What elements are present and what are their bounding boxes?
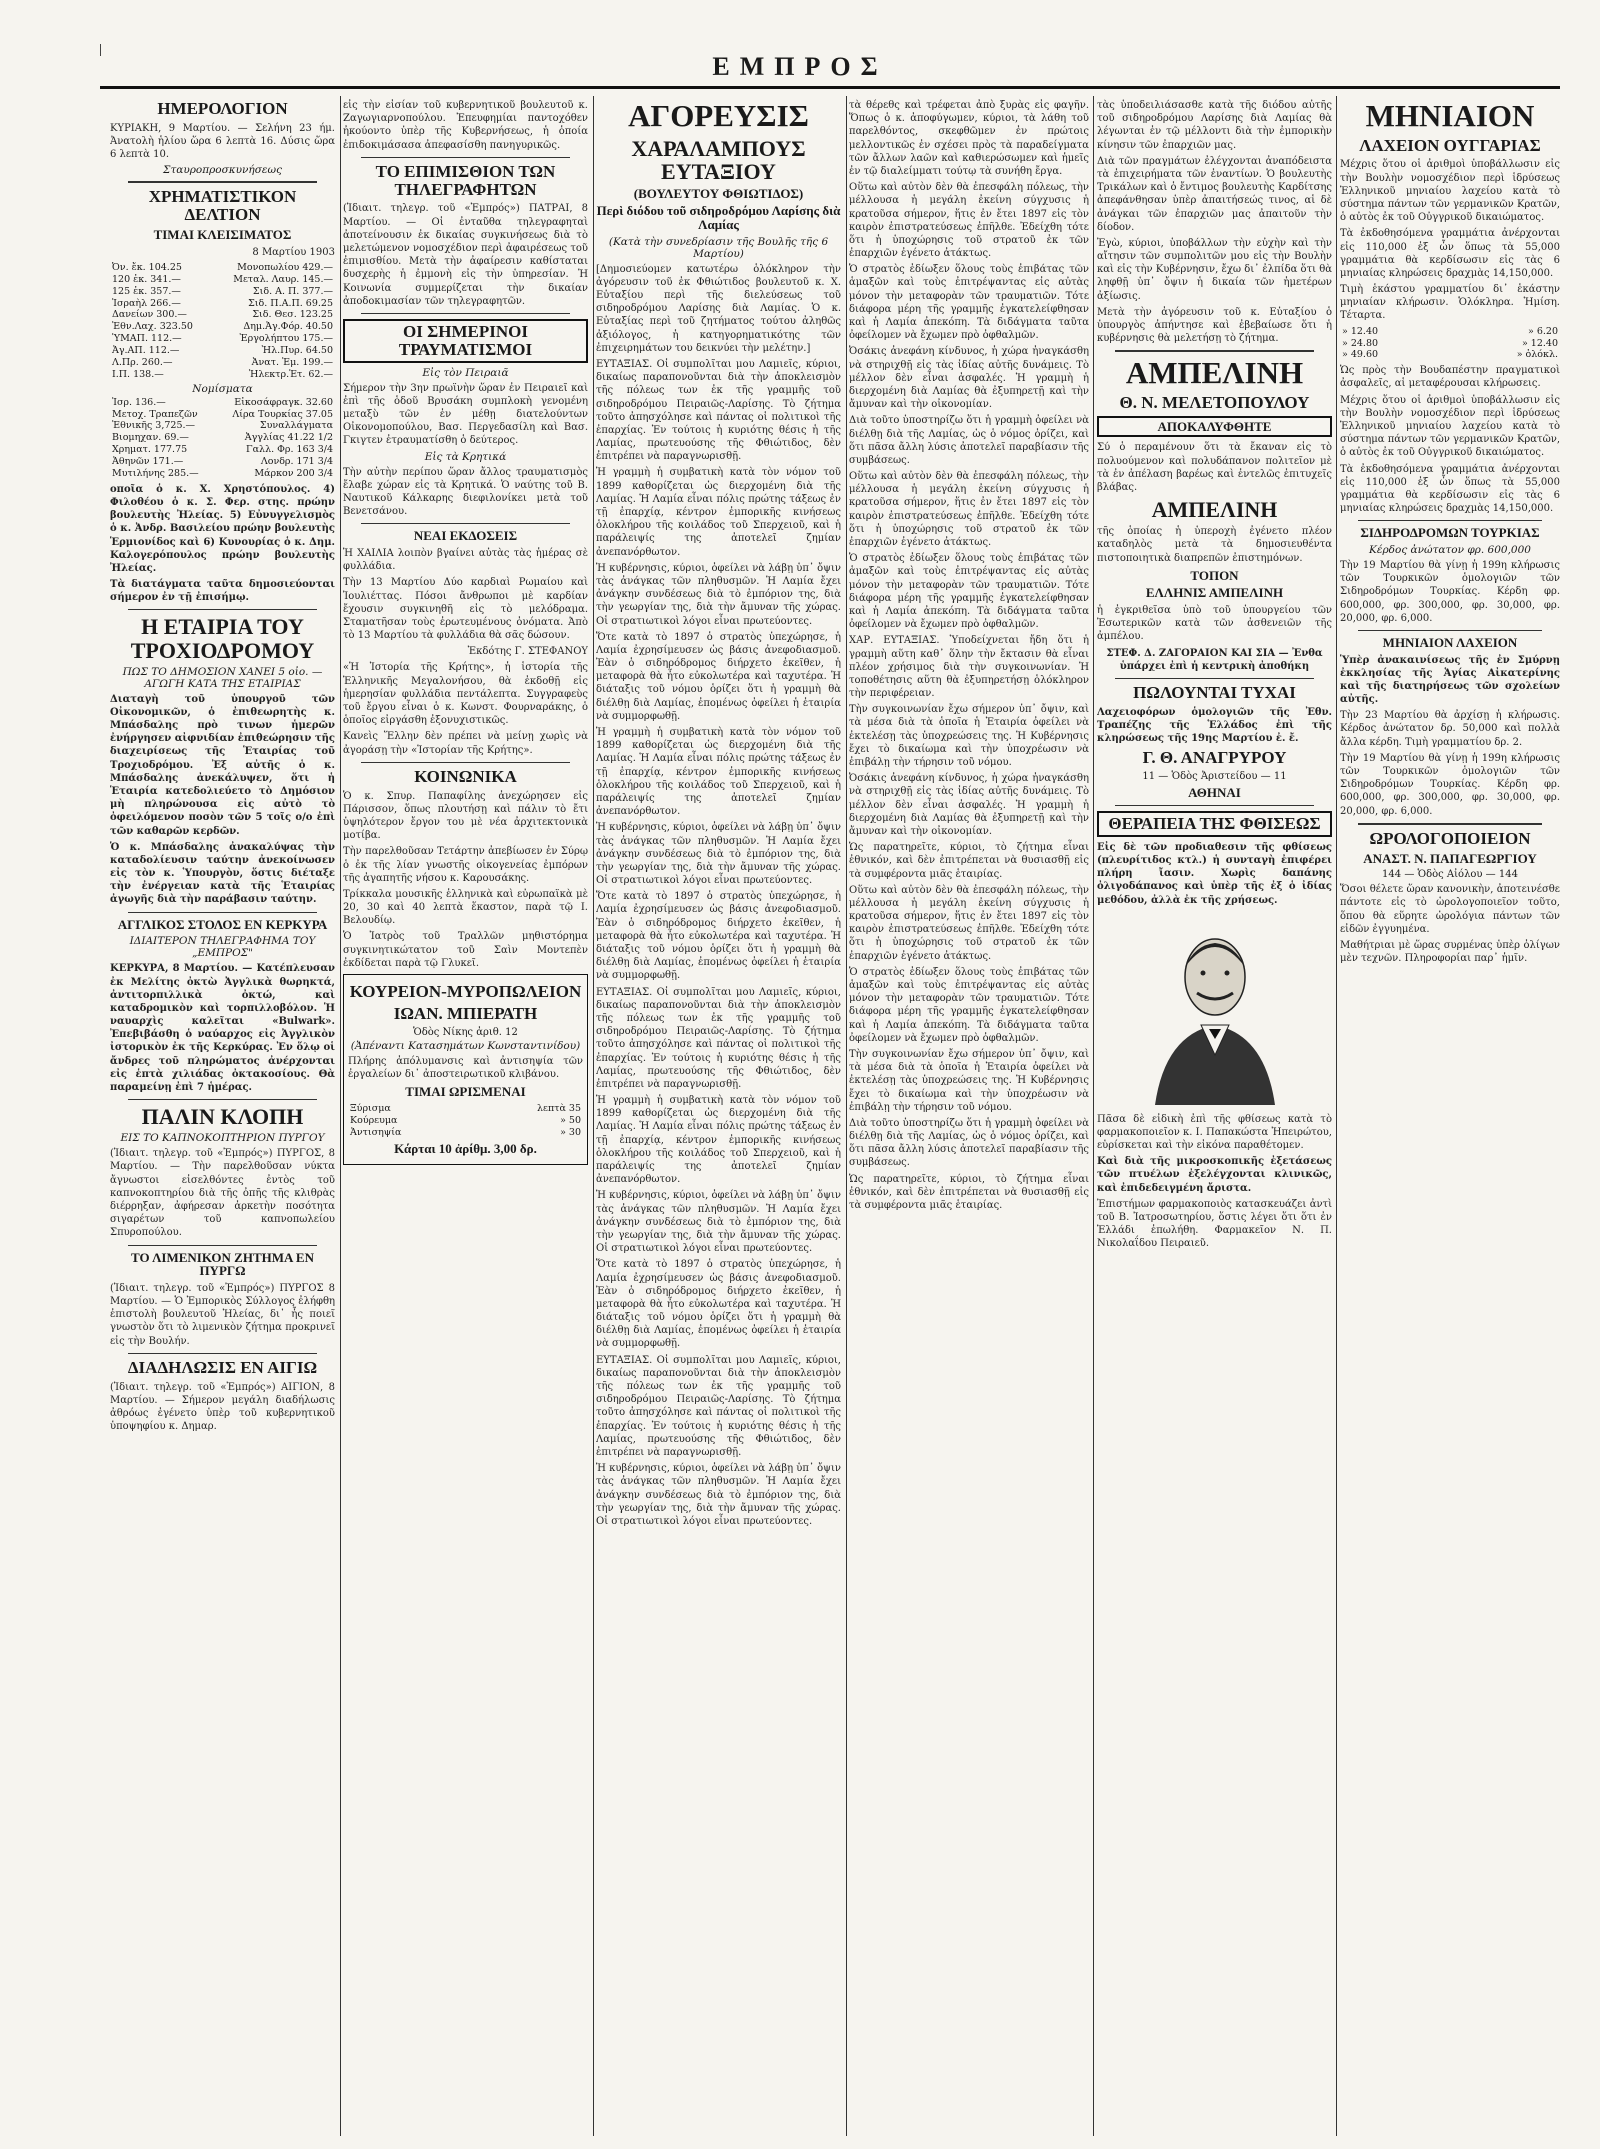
stock-bulletin-heading: ΧΡΗΜΑΤΙΣΤΙΚΟΝ ΔΕΛΤΙΟΝ [148, 187, 297, 225]
injuries-sub-piraeus: Εἰς τὸν Πειραιᾶ [422, 366, 509, 379]
barbershop-prices-heading: ΤΙΜΑΙ ΩΡΙΣΜΕΝΑΙ [405, 1084, 526, 1100]
new-editions-heading: ΝΕΑΙ ΕΚΔΟΣΕΙΣ [413, 528, 518, 544]
table-cell: Ἐργολήπτου 175.— [239, 333, 333, 345]
table-cell: Ἐθνικῆς 3,725.— [112, 420, 196, 432]
table-cell: » 6.20 [1528, 325, 1558, 337]
table-cell: Δημ.Ἀγ.Φόρ. 40.50 [243, 321, 333, 333]
table-cell: Σιδ. Α. Π. 377.— [252, 285, 333, 297]
table-row [110, 321, 335, 333]
speech-text: Ὅτε κατὰ τὸ 1897 ὁ στρατὸς ὑπεχώρησε, ἡ Λαμία ἐχρησίμευσεν ὡς βάσις ἀνεφοδιασμοῦ. Ἐὰν ὁ σιδηρόδρομος διήρχετο ἐκεῖθεν, ἡ μεταφορὰ θὰ ἦτο εὐκολωτέρα καὶ ταχυτέρα. Ἡ διάταξις τοῦ νόμου ὁρίζει ὅτι ἡ γραμμὴ θὰ διέλθῃ διὰ Λαμίας, ἐπομένως ὀφείλει ἡ ἑταιρία νὰ συμμορφωθῇ. [596, 1259, 841, 1350]
table-cell: » ὁλόκλ. [1516, 349, 1558, 361]
speech-text: [Δημοσιεύομεν κατωτέρω ὁλόκληρον τὴν ἀγόρευσιν τοῦ ἐκ Φθιώτιδος βουλευτοῦ κ. Χ. Εὐταξίου περὶ τῆς διελεύσεως τοῦ σιδηροδρόμου Λαρίσης διὰ Λαμίας. Ὁ κ. Εὐταξίας περὶ τοῦ ζητήματος τούτου ἀληθῶς ἀξιόλογος, ἡ κατηγορηματικότης τῶν ἐπιχειρημάτων του δεικνύει τὴν μελέτην.] [596, 263, 841, 354]
table-cell: » 12.40 [1521, 337, 1558, 349]
lottery-shop-address: 11 — Ὁδὸς Ἀριστείδου — 11 [1142, 771, 1287, 783]
speech-text: Ἡ κυβέρνησις, κύριοι, ὀφείλει νὰ λάβῃ ὑπ᾽ ὄψιν τὰς ἀνάγκας τῶν πληθυσμῶν. Ἡ Λαμία ἔχει ἀνάγκην συνδέσεως διὰ τὸ ἐμπόριον της, διὰ τὴν γεωργίαν της, διὰ τὴν ἄμυναν τῆς χώρας. Οἱ στρατιωτικοὶ λόγοι εἶναι πρωτεύοντες. [596, 562, 841, 627]
columns [110, 96, 1560, 2136]
article-text: οποῖα ὁ κ. Χ. Χρηστόπουλος. 4) Φιλοθέου ὁ κ. Σ. Φερ. στης. πρώην βουλευτὴς Ἠλείας. 5) Εὐνυγγελισμὸς ὁ κ. Ἀνδρ. Βασιλείου πρώην βουλευτὴς Ἑρμιονίδος καὶ 6) Κυνουρίας ὁ κ. Δημ. Καλογερόπουλος πρώην βουλευτὴς Ἠλείας. [110, 483, 335, 574]
speech-session: (Κατὰ τὴν συνεδρίασιν τῆς Βουλῆς τῆς 6 Μαρτίου) [608, 235, 829, 260]
corfu-subheading: ΙΔΙΑΙΤΕΡΟΝ ΤΗΛΕΓΡΑΦΗΜΑ ΤΟΥ „ΕΜΠΡΟΣ" [129, 935, 316, 960]
table-cell: ὙΜΑΠ. 112.— [112, 333, 182, 345]
speech-text: Ἡ κυβέρνησις, κύριοι, ὀφείλει νὰ λάβῃ ὑπ᾽ ὄψιν τὰς ἀνάγκας τῶν πληθυσμῶν. Ἡ Λαμία ἔχει ἀνάγκην συνδέσεως διὰ τὸ ἐμπόριον της, διὰ τὴν γεωργίαν της, διὰ τὴν ἄμυναν τῆς χώρας. Οἱ στρατιωτικοὶ λόγοι εἶναι πρωτεύοντες. [596, 1463, 841, 1527]
lottery-prices [1340, 326, 1560, 362]
ampeline-tagline: ΑΠΟΚΑΛΥΦΘΗΤΕ [1097, 416, 1332, 438]
table-row [110, 309, 335, 321]
table-row [110, 286, 335, 298]
barbershop-text: Πλήρης ἀπόλυμανσις καὶ ἀντισηψία τῶν ἐργαλείων δι᾽ ἀποστειρωτικοῦ κλιβάνου. [348, 1055, 583, 1080]
telegraphers-heading: ΤΟ ΕΠΙΜΙΣΘΙΟΝ ΤΩΝ ΤΗΛΕΓΡΑΦΗΤΩΝ [375, 161, 556, 199]
divider [128, 912, 317, 913]
column-1 [110, 96, 335, 2136]
speech-continued: Ὁ στρατὸς ἐδίωξεν ὅλους τοὺς ἐπιβάτας τῶν ἁμαξῶν καὶ τοὺς ἐπιτρέψαντας εἰς αὐτὰς μόνον τὴν μεταφορὰν τῶν τραυματιῶν. Τότε διάφορα μέρη τῆς γραμμῆς ἐγκατελείφθησαν καὶ ἡ Λαμία ἀπεκόπη. Τὰ διδάγματα ταῦτα ὀφείλομεν νὰ ἔχωμεν πρὸ ὀφθαλμῶν. [849, 966, 1089, 1044]
table-cell: Σιδ. Θεσ. 123.25 [252, 309, 333, 321]
currency-table [110, 397, 335, 480]
social-text: Τρίκκαλα μουσικῆς ἑλληνικὰ καὶ εὐρωπαϊκὰ μὲ 20, 30 καὶ 40 λεπτὰ ἕκαστον, παρὰ τῷ Ι. Βελουδίῳ. [343, 888, 588, 927]
speech-continued: Ἐγὼ, κύριοι, ὑποβάλλων τὴν εὐχὴν καὶ τὴν αἴτησιν τῶν συμπολιτῶν μου εἰς τὴν Βουλὴν καὶ εἰς τὴν Κυβέρνησιν, ἔχω δι᾽ ἐλπίδα ὅτι θὰ ληφθῇ ὑπ᾽ ὄψιν ἡ δικαία τῶν ἡμετέρων ἀξίωσις. [1097, 237, 1332, 302]
table-cell: Ξύρισμα [350, 1102, 391, 1114]
phthisis-text: Πᾶσα δὲ εἰδικὴ ἐπὶ τῆς φθίσεως κατὰ τὸ φαρμακοποιεῖον κ. Ι. Παπακώστα Ἠπειρώτου, εὑρίσκεται καὶ τὴν εἰκόνα παραθέτομεν. [1097, 1113, 1332, 1152]
injuries-heading: ΟΙ ΣΗΜΕΡΙΝΟΙ ΤΡΑΥΜΑΤΙΣΜΟΙ [343, 319, 588, 363]
harbor-text: (Ἰδιαιτ. τηλεγρ. τοῦ «Ἐμπρός») ΠΥΡΓΟΣ 8 Μαρτίου. — Ὁ Ἐμπορικὸς Σύλλογος ἐλήφθη ἐπιστολὴ βουλευτοῦ Ἠλείας, δι᾽ ἧς ποιεῖ γνωστὸν ὅτι τὸ λιμενικὸν ζήτημα προκρινεῖ εἰς τὴν Βουλήν. [110, 1282, 335, 1347]
divider [128, 609, 317, 610]
closing-prices-heading: ΤΙΜΑΙ ΚΛΕΙΣΙΜΑΤΟΣ [153, 227, 292, 243]
table-cell: Ἠλ.Πυρ. 64.50 [261, 345, 333, 357]
speech-continued: Ὀσάκις ἀνεφάνη κίνδυνος, ἡ χώρα ἠναγκάσθη νὰ στηριχθῇ εἰς τὰς ἰδίας αὐτῆς δυνάμεις. Τὸ μέλλον δὲν εἶναι ἀσφαλές. Ἡ γραμμὴ ἡ διερχομένη διὰ Λαμίας θὰ ἐξυπηρετῇ καὶ τὴν ἄμυναν καὶ τὴν οἰκονομίαν. [849, 346, 1089, 411]
phthisis-heading: ΘΕΡΑΠΕΙΑ ΤΗΣ ΦΘΙΣΕΩΣ [1097, 811, 1332, 837]
lottery-shop-owner: Γ. Θ. ΑΝΑΓΡΥΡΟΥ [1142, 748, 1287, 768]
speech-continued: Τὴν συγκοινωνίαν ἔχω σήμερον ὑπ᾽ ὄψιν, καὶ τὰ μέσα διὰ τὰ ὁποῖα ἡ Ἑταιρία ὀφείλει νὰ ἐκτελέσῃ τὰς ὑποχρεώσεις της. Ἡ Κυβέρνησις ἔχει τὸ δικαίωμα καὶ τὴν ὑποχρέωσιν νὰ ἐπιβάλῃ τὴν τήρησιν τοῦ νόμου. [849, 704, 1089, 768]
corfu-heading: ΑΓΓΛΙΚΟΣ ΣΤΟΛΟΣ ΕΝ ΚΕΡΚΥΡΑ [117, 916, 328, 932]
masthead-rule [100, 86, 1560, 89]
table-cell: » 50 [560, 1114, 581, 1126]
speech-continued: Μετὰ τὴν ἀγόρευσιν τοῦ κ. Εὐταξίου ὁ ὑπουργὸς ἀπήντησε καὶ ἐβεβαίωσε ὅτι ἡ κυβέρνησις θὰ μελετήσῃ τὸ ζήτημα. [1097, 306, 1332, 345]
table-row [110, 397, 335, 409]
theft-heading: ΠΑΛΙΝ ΚΛΟΠΗ [141, 1104, 304, 1130]
telegraphers-text: (Ἰδιαιτ. τηλεγρ. τοῦ «Ἐμπρός») ΠΑΤΡΑΙ, 8 Μαρτίου. — Οἱ ἐνταῦθα τηλεγραφηταὶ ἀποτείνουσιν ἐκ δικαίας συγκινήσεως διὰ τὸ μελετώμενον νομοσχέδιον περὶ ἀφαιρέσεως τοῦ ἐπιμισθίου. Μετὰ τὴν ἀφαίρεσιν καθίσταται δυσχερὴς ἡ ἐμμονὴ εἰς τὴν ὑπηρεσίαν. Ἡ Κοινωνία συμμερίζεται τὴν δικαίαν ἀποδοκιμασίαν τῶν τηλεγραφητῶν. [343, 203, 588, 307]
ampeline-heading-2: ΑΜΠΕΛΙΝΗ [1151, 497, 1278, 523]
table-cell: Ἐθν.Λαχ. 323.50 [112, 321, 193, 333]
divider [128, 181, 317, 183]
barbershop-title: ΚΟΥΡΕΙΟΝ-ΜΥΡΟΠΩΛΕΙΟΝ [349, 982, 582, 1002]
table-cell: Ι.Π. 138.— [112, 368, 164, 380]
lottery-shop-text: Λαχειοφόρων ὁμολογιῶν τῆς Ἐθν. Τραπέζης τῆς Ἑλλάδος ἐπὶ τῆς κληρώσεως τῆς 19ης Μαρτίου ἐ. ἔ. [1097, 706, 1332, 745]
injuries-sub-crete: Εἰς τὰ Κρητικά [424, 450, 507, 463]
divider [1115, 805, 1314, 806]
table-row [348, 1103, 583, 1115]
table-cell: λεπτὰ 35 [537, 1102, 581, 1114]
social-heading: ΚΟΙΝΩΝΙΚΑ [414, 766, 517, 786]
injuries-text: Τὴν αὐτὴν περίπου ὥραν ἄλλος τραυματισμὸς ἔλαβε χώραν εἰς τὰ Κρητικά. Ὁ ναύτης τοῦ Β. Ναυτικοῦ Κάλκαρης διεφιλονίκει μετὰ τοῦ Βενετσάνου. [343, 466, 588, 518]
harbor-heading: ΤΟ ΛΙΜΕΝΙΚΟΝ ΖΗΤΗΜΑ ΕΝ ΠΥΡΓΩ [131, 1249, 314, 1279]
social-text: Ὁ Ἰατρὸς τοῦ Τραλλῶν μηθιστόρημα συγκινητικώτατον τοῦ Σαὶν Μοντεπὲν ἐκδίδεται παρὰ τῷ Γλυκεῖ. [343, 931, 588, 969]
table-row [110, 333, 335, 345]
table-cell: 125 ἐκ. 357.— [112, 285, 181, 297]
watchmaker-name: ΑΝΑΣΤ. Ν. ΠΑΠΑΓΕΩΡΓΙΟΥ [1363, 850, 1537, 866]
monthly-lottery-heading: ΜΗΝΙΑΙΟΝ [1365, 98, 1535, 133]
speech-text: ΕΥΤΑΞΙΑΣ. Οἱ συμπολῖται μου Λαμιεῖς, κύριοι, δικαίως παραπονοῦνται διὰ τὴν ἀποκλεισμὸν τῆς πόλεως των ἐκ τῆς γραμμῆς τοῦ σιδηροδρόμου Πειραιῶς-Λαρίσης. Τὸ ζήτημα τοῦτο ἀπησχόλησε καὶ πάντας οἱ πολιτικοὶ τῆς ἐπαρχίας. Ἐν τούτοις ἡ κυριότης θέσις ἡ τῆς Λαμίας, πρωτευούσης τῆς Φθιώτιδος, δὲν ἐπιτρέπει νὰ παραγνωρισθῇ. [596, 358, 841, 463]
barbershop-cards: Κάρται 10 ἀρίθμ. 3,00 δρ. [394, 1141, 537, 1157]
ampeline-text: τῆς ὁποίας ἡ ὑπεροχὴ ἐγένετο πλέον καταδηλὸς μετὰ τὰ δημοσιευθέντα πιστοποιητικὰ διαπρεπῶν ἐπιστημόνων. [1097, 526, 1332, 564]
table-cell: Μάρκον 200 3/4 [254, 467, 333, 479]
table-cell: Ἰσραὴλ 266.— [112, 297, 181, 309]
ampeline-text: ἡ ἐγκριθεῖσα ὑπὸ τοῦ ὑπουργείου τῶν Ἐσωτερικῶν κατὰ τῶν ἀσθενειῶν τῆς ἀμπέλου. [1097, 605, 1332, 643]
lottery-text: Τὰ ἐκδοθησόμενα γραμμάτια ἀνέρχονται εἰς 110,000 ἐξ ὧν ὅπως τὰ 55,000 γραμμάτια θὰ κερδίσωσιν εἰς τὰς 6 μηνιαίας κληρώσεις δραχμὰς 14,150,000. [1340, 463, 1560, 515]
table-row [110, 456, 335, 468]
lottery-text: Μέχρις ὅτου οἱ ἀριθμοὶ ὑποβάλλωσιν εἰς τὴν Βουλὴν νομοσχέδιον περὶ ἱδρύσεως Ἑλληνικοῦ μηνιαίου λαχείου κατὰ τὸ σύστημα πάντων τῶν γερμανικῶν Κρατῶν, ὁ αὐτὸς ἐκ τοῦ Οὐγγρικοῦ δικαιώματος. [1340, 394, 1560, 459]
divider [1358, 630, 1542, 631]
phthisis-text: Ἐπιστήμων φαρμακοποιὸς κατασκευάζει ἀντὶ τοῦ Β. Ἰατροσωτηρίου, ὅστις λέγει ὅτι ὅτι ἐν Ἑλλάδι ἐπωλήθη. Φαρμακεῖον Ν. Π. Νικολαΐδου Πειραιεῦ. [1097, 1198, 1332, 1250]
aigio-heading: ΔΙΑΔΗΛΩΣΙΣ ΕΝ ΑΙΓΙΩ [127, 1357, 318, 1377]
column-5 [1097, 96, 1332, 2136]
table-cell: Συναλλάγματα [259, 420, 333, 432]
masthead [0, 52, 1600, 82]
table-cell: » 24.80 [1342, 337, 1379, 349]
calendar-heading: ΗΜΕΡΟΛΟΓΙΟΝ [157, 99, 288, 118]
speech-continued: Διὰ τοῦτο ὑποστηρίζω ὅτι ἡ γραμμὴ ὀφείλει νὰ διέλθῃ διὰ τῆς Λαμίας, ὡς ὁ νόμος ὁρίζει, καὶ ὅτι πᾶσα ἄλλη λύσις ἀποτελεῖ παραβίασιν τῆς συμβάσεως. [849, 1117, 1089, 1169]
table-row [1340, 349, 1560, 361]
divider [128, 1099, 317, 1100]
calendar-text: ΚΥΡΙΑΚΗ, 9 Μαρτίου. — Σελήνη 23 ήμ. Ἀνατολὴ ἡλίου ὥρα 6 λεπτὰ 16. Δύσις ὥρα 6 λεπτὰ 10. [110, 122, 335, 161]
portrait-illustration [1135, 915, 1295, 1105]
theft-text: (Ἰδιαιτ. τηλεγρ. τοῦ «Ἐμπρός») ΠΥΡΓΟΣ, 8 Μαρτίου. — Τὴν παρελθοῦσαν νύκτα ἄγνωστοι εἰσελθόντες ἐντὸς τοῦ καπνοκοπτηρίου διὰ τῆς ὀπῆς τῆς κλιθρὰς διέρρηξαν, ἀφήρεσαν ἀρκετὴν ποσότητα σιγαρέτων τοῦ καπνοπωλείου Σπυροπούλου. [110, 1148, 335, 1239]
table-cell: Βιομηχαν. 69.— [112, 432, 189, 444]
table-row [110, 357, 335, 369]
editions-text: «Ἡ Ἱστορία τῆς Κρήτης», ἡ ἱστορία τῆς Ἑλληνικῆς Μεγαλονήσου, θὰ ἐκδοθῇ εἰς ἡμερησίαν φυλλάδια πεντάλεπτα. Συγγραφεὺς τοῦ ἔργου εἶναι ὁ κ. Κωνστ. Φουρναράκης, ὁ ὁποῖος εἰργάσθη ἐξονυχιστικῶς. [343, 662, 588, 727]
barbershop-address: Ὁδὸς Νίκης ἀριθ. 12 [413, 1026, 518, 1038]
speech-text: Ὅτε κατὰ τὸ 1897 ὁ στρατὸς ὑπεχώρησε, ἡ Λαμία ἐχρησίμευσεν ὡς βάσις ἀνεφοδιασμοῦ. Ἐὰν ὁ σιδηρόδρομος διήρχετο ἐκεῖθεν, ἡ μεταφορὰ θὰ ἦτο εὐκολωτέρα καὶ ταχυτέρα. Ἡ διάταξις τοῦ νόμου ὁρίζει ὅτι ἡ γραμμὴ θὰ διέλθῃ διὰ Λαμίας, ἐπομένως ὀφείλει ἡ ἑταιρία νὰ συμμορφωθῇ. [596, 891, 841, 982]
table-cell: Ἰσρ. 136.— [112, 396, 166, 408]
table-cell: Κούρευμα [350, 1114, 398, 1126]
table-cell: Μονοπωλίου 429.— [237, 261, 333, 273]
table-row [110, 298, 335, 310]
zagoraion-ad: ΣΤΕΦ. Δ. ΖΑΓΟΡΑΙΟΝ ΚΑΙ ΣΙΑ — Ἐνθα ὑπάρχει ἐπὶ ἡ κεντρικὴ ἀποθήκη [1106, 647, 1323, 672]
divider [1358, 520, 1542, 521]
table-cell: Ἀθηνῶν 171.— [112, 456, 184, 468]
monthly-lottery-heading-2: ΜΗΝΙΑΙΟΝ ΛΑΧΕΙΟΝ [1382, 634, 1518, 650]
speech-text: Ἡ κυβέρνησις, κύριοι, ὀφείλει νὰ λάβῃ ὑπ᾽ ὄψιν τὰς ἀνάγκας τῶν πληθυσμῶν. Ἡ Λαμία ἔχει ἀνάγκην συνδέσεως διὰ τὸ ἐμπόριον της, διὰ τὴν γεωργίαν της, διὰ τὴν ἄμυναν τῆς χώρας. Οἱ στρατιωτικοὶ λόγοι εἶναι πρωτεύοντες. [596, 822, 841, 887]
speech-continued: Τὴν συγκοινωνίαν ἔχω σήμερον ὑπ᾽ ὄψιν, καὶ τὰ μέσα διὰ τὰ ὁποῖα ἡ Ἑταιρία ὀφείλει νὰ ἐκτελέσῃ τὰς ὑποχρεώσεις της. Ἡ Κυβέρνησις ἔχει τὸ δικαίωμα καὶ τὴν ὑποχρέωσιν νὰ ἐπιβάλῃ τὴν τήρησιν τοῦ νόμου. [849, 1048, 1089, 1113]
table-cell: Δανείων 300.— [112, 309, 187, 321]
table-row [1340, 338, 1560, 350]
turkish-railways-prize: Κέρδος ἀνώτατον φρ. 600,000 [1369, 543, 1531, 556]
speech-text: Ἡ γραμμὴ ἡ συμβατικὴ κατὰ τὸν νόμον τοῦ 1899 καθορίζεται ὡς διερχομένη διὰ τῆς Λαμίας. Ἡ Λαμία εἶναι πόλις πρώτης τάξεως ἐν τῇ ἐπαρχίᾳ, κέντρον ἐμπορικῆς κινήσεως ὁλοκλήρου τῆς κοιλάδος τοῦ Σπερχειοῦ, καὶ ἡ παράλειψίς της ἀποτελεῖ ζημίαν ἀνεπανόρθωτον. [596, 727, 841, 818]
ampeline-maker: Θ. Ν. ΜΕΛΕΤΟΠΟΥΛΟΥ [1119, 392, 1310, 412]
table-row [110, 444, 335, 456]
lottery-shop-city: ΑΘΗΝΑΙ [1188, 785, 1241, 801]
currency-heading: Νομίσματα [192, 382, 253, 395]
table-cell: Ἀνατ. Ἐμ. 199.— [251, 356, 333, 368]
ampeline-heading: ΑΜΠΕΛΙΝΗ [1125, 355, 1304, 391]
tramway-heading: Η ΕΤΑΙΡΙΑ ΤΟΥ ΤΡΟΧΙΟΔΡΟΜΟΥ [130, 614, 315, 663]
lottery-text: Ὡς πρὸς τὴν Βουδαπέστην πραγματικοὶ ἀσφαλεῖς, αἱ μεταφέρουσαι κλήρωσεις. [1340, 365, 1560, 390]
table-cell: Γαλλ. Φρ. 163 3/4 [246, 444, 333, 456]
speech-text: Ἡ γραμμὴ ἡ συμβατικὴ κατὰ τὸν νόμον τοῦ 1899 καθορίζεται ὡς διερχομένη διὰ τῆς Λαμίας. Ἡ Λαμία εἶναι πόλις πρώτης τάξεως ἐν τῇ ἐπαρχίᾳ, κέντρον ἐμπορικῆς κινήσεως ὁλοκλήρου τῆς κοιλάδος τοῦ Σπερχειοῦ, καὶ ἡ παράλειψίς της ἀποτελεῖ ζημίαν ἀνεπανόρθωτον. [596, 1095, 841, 1186]
table-row [110, 468, 335, 480]
masthead-title: ΕΜΠΡΟΣ [712, 52, 888, 81]
theft-subheading: ΕΙΣ ΤΟ ΚΑΠΝΟΚΟΠΤΗΡΙΟΝ ΠΥΡΓΟΥ [120, 1132, 325, 1145]
divider [361, 313, 570, 314]
table-row [110, 409, 335, 421]
divider [361, 523, 570, 524]
table-row [110, 262, 335, 274]
phthisis-text: Εἰς δὲ τῶν προδιαθεσιν τῆς φθίσεως (πλευρίτιδος κτλ.) ἡ συνταγὴ ἐπιφέρει πλήρη ἴασιν. Χωρὶς δαπάνης ὀλιγοδάπανος καὶ ὑπὲρ τῆς ἐξ ὁ ἰδίας μεθόδου, ἀλλὰ ἐκ τῆς χρήσεως. [1097, 841, 1332, 906]
speech-continued: ΧΑΡ. ΕΥΤΑΞΙΑΣ. Ὑποδείχνεται ἤδη ὅτι ἡ γραμμὴ αὕτη καθ᾽ ὅλην τὴν ἔκτασιν θὰ εἶναι πλέον χρήσιμος διὰ τὴν συγκοινωνίαν. Ἡ τοποθέτησις αὕτη θὰ ἐξυπηρετήσῃ ὁλόκληρον τὴν περιφέρειαν. [849, 635, 1089, 700]
watchmaker-text: Ὅσοι θέλετε ὥραν κανονικὴν, ἀποτεινέσθε πάντοτε εἰς τὸ ὡρολογοποιεῖον τοῦτο, ὅπου θὰ εὕρητε ὡρολόγια πάντων τῶν εἰδῶν ἐγγυημένα. [1340, 884, 1560, 935]
table-row [1340, 326, 1560, 338]
bulletin-date: 8 Μαρτίου 1903 [252, 246, 335, 258]
tramway-subheading: ΠΩΣ ΤΟ ΔΗΜΟΣΙΟΝ ΧΑΝΕΙ 5 οἰο. — ΑΓΩΓΗ ΚΑΤΑ ΤΗΣ ΕΤΑΙΡΙΑΣ [122, 665, 323, 690]
divider [128, 1245, 317, 1246]
barbershop-owner: ΙΩΑΝ. ΜΠΙΕΡΑΤΗ [393, 1003, 538, 1023]
article-text: εἰς τὴν εἰσίαν τοῦ κυβερνητικοῦ βουλευτοῦ κ. Ζαγωγιαρνοπούλου. Ἐπευφημίαι παντοχόθεν ἠκούοντο ὑπὲρ τῆς Κυβερνήσεως, ἡ ὁποία ἐπιδοκιμάσασα ἀπεφασίσθη πανηγυρικῶς. [343, 100, 588, 151]
lottery-shop-heading: ΠΩΛΟΥΝΤΑΙ ΤΥΧΑΙ [1133, 683, 1296, 703]
speech-continued: Διὰ τοῦτο ὑποστηρίζω ὅτι ἡ γραμμὴ ὀφείλει νὰ διέλθῃ διὰ τῆς Λαμίας, ὡς ὁ νόμος ὁρίζει, καὶ ὅτι πᾶσα ἄλλη λύσις ἀποτελεῖ παραβίασιν τῆς συμβάσεως. [849, 415, 1089, 466]
table-row [110, 369, 335, 381]
calendar-feast: Σταυροπροσκυνήσεως [163, 164, 282, 177]
speech-continued: Διὰ τῶν πραγμάτων ἐλέγχονται ἀναπόδειστα τὰ ἐπιχειρήματα τῶν ἐναντίων. Ὁ βουλευτὴς Τρικάλων καὶ ὁ ἔντιμος βουλευτὴς Καρδίτσης ἀπεφάνθησαν ὑπὲρ ἀπαιτήσεώς τινος, αἱ δὲ ἀνάγκαι τῶν ἐπαρχιῶν μας ἀπαιτοῦν τὴν δίοδον. [1097, 155, 1332, 233]
hellenic-ampeline-heading: ΕΛΛΗΝΙΣ ΑΜΠΕΛΙΝΗ [1145, 585, 1284, 601]
speech-continued: Οὕτω καὶ αὐτὸν δὲν θὰ ἐπεσφάλη πόλεως, τὴν μέλλουσα ἡ μεγάλη ἐκείνη σύγχυσις ἡ κρατοῦσα σήμερον, ἥτις ἐν ἔτει 1897 εἰς τὸν καιρὸν ἐπιστρατεύσεως ἐπῆλθε. Ἐδείχθη τότε ὅτι ἡ ὑποχώρησις τοῦ στρατοῦ ἐκ τῶν ἐπαρχιῶν ἐγένετο ἀτάκτως. [849, 182, 1089, 260]
speech-topic: Περὶ διόδου τοῦ σιδηροδρόμου Λαρίσης διὰ Λαμίας [596, 203, 841, 233]
hungarian-lottery-heading: ΛΑΧΕΙΟΝ ΟΥΓΓΑΡΙΑΣ [1359, 135, 1541, 155]
table-cell: » 49.60 [1342, 349, 1379, 361]
barbershop-prices [348, 1103, 583, 1139]
editions-text: Ἡ ΧΑΙΛΙΑ λοιπὸν βγαίνει αὐτὰς τὰς ἡμέρας σὲ φυλλάδια. [343, 547, 588, 573]
social-text: Τὴν παρελθοῦσαν Τετάρτην ἀπεβίωσεν ἐν Σύρῳ ὁ ἐκ τῆς λίαν γνωστῆς οἰκογενείας ἐμπόρων τῆς ἀγαπητῆς νήσου κ. Καρουσάκης. [343, 846, 588, 884]
divider [361, 762, 570, 763]
lottery-text: Τὰ ἐκδοθησόμενα γραμμάτια ἀνέρχονται εἰς 110,000 ἐξ ὧν ὅπως τὰ 55,000 γραμμάτια θὰ κερδίσωσιν εἰς τὰς 6 μηνιαίας κληρώσεις δραχμὰς 14,150,000. [1340, 228, 1560, 279]
table-row [348, 1115, 583, 1127]
table-cell: Λίρα Τουρκίας 37.05 [232, 408, 333, 420]
tramway-text: Διαταγὴ τοῦ ὑπουργοῦ τῶν Οἰκονομικῶν, ὁ ἐπιθεωρητὴς κ. Μπάσδαλης πρὸ τινων ἡμερῶν ἐνήργησεν αἰφνιδίαν ἐπιθεώρησιν τῆς διαχειρίσεως τῆς Ἑταιρίας τοῦ Τροχιοδρόμου. Ἐξ αὐτῆς ὁ κ. Μπάσδαλης ἀνεκάλυψεν, ὅτι ἡ Ἑταιρία κατεδολιεύετο τὸ Δημόσιον μὴ πληρώνουσα εἰς αὐτὸ τὸ ὀφειλόμενον ποσὸν τῶν 5 τοῖς ο/ο ἐπὶ τῶν καθαρῶν κερδῶν. [110, 693, 335, 837]
speaker-title: (ΒΟΥΛΕΥΤΟΥ ΦΘΙΩΤΙΔΟΣ) [633, 185, 804, 201]
table-row [110, 432, 335, 444]
table-cell: Χρηματ. 177.75 [112, 444, 188, 456]
table-cell: » 30 [560, 1126, 581, 1138]
lottery-text: Μέχρις ὅτου οἱ ἀριθμοὶ ὑποβάλλωσιν εἰς τὴν Βουλὴν νομοσχέδιον περὶ ἱδρύσεως Ἑλληνικοῦ μηνιαίου λαχείου κατὰ τὸ σύστημα πάντων τῶν γερμανικῶν Κρατῶν, ὁ αὐτὸς ἐκ τοῦ Οὐγγρικοῦ δικαιώματος. [1340, 159, 1560, 224]
divider [1358, 823, 1542, 825]
speech-continued: Οὕτω καὶ αὐτὸν δὲν θὰ ἐπεσφάλη πόλεως, τὴν μέλλουσα ἡ μεγάλη ἐκείνη σύγχυσις ἡ κρατοῦσα σήμερον, ἥτις ἐν ἔτει 1897 εἰς τὸν καιρὸν ἐπιστρατεύσεως ἐπῆλθε. Ἐδείχθη τότε ὅτι ἡ ὑποχώρησις τοῦ στρατοῦ ἐκ τῶν ἐπαρχιῶν ἐγένετο ἀτάκτως. [849, 884, 1089, 962]
speech-continued: Ὡς παρατηρεῖτε, κύριοι, τὸ ζήτημα εἶναι ἐθνικόν, καὶ δὲν ἐπιτρέπεται νὰ θυσιασθῇ εἰς τὰ συμφέροντα μιᾶς ἑταιρίας. [849, 842, 1089, 880]
table-cell: Ἀγγλίας 41.22 1/2 [244, 432, 333, 444]
editions-text: Τὴν 13 Μαρτίου Δύο καρδιαὶ Ρωμαίου καὶ Ἰουλιέττας. Πόσοι ἄνθρωποι μὲ καρδίαν ἔχουσιν συγκινηθῆ εἰς τὸ μελόδραμα. Σταματῆσαν τοὺς ἐρωτευμένους ὀνόματα. Ἀπὸ τὸ 13 Μαρτίου τὰ φυλλάδια θὰ σᾶς δώσουν. [343, 577, 588, 642]
table-cell: Λονδρ. 171 3/4 [260, 456, 333, 468]
table-row [110, 345, 335, 357]
watchmaker-address: 144 — Ὁδὸς Αἰόλου — 144 [1382, 869, 1518, 881]
phthisis-text: Καὶ διὰ τῆς μικροσκοπικῆς ἐξετάσεως τῶν πτυέλων ἐξελέγχονται κλινικῶς, καὶ ἐπιδεδειγμένη ἄριστα. [1097, 1156, 1332, 1194]
table-cell: Σιδ. Π.Α.Π. 69.25 [248, 297, 333, 309]
speech-continued: Οὕτω καὶ αὐτὸν δὲν θὰ ἐπεσφάλη πόλεως, τὴν μέλλουσα ἡ μεγάλη ἐκείνη σύγχυσις ἡ κρατοῦσα σήμερον, ἥτις ἐν ἔτει 1897 εἰς τὸν καιρὸν ἐπιστρατεύσεως ἐπῆλθε. Ἐδείχθη τότε ὅτι ἡ ὑποχώρησις τοῦ στρατοῦ ἐκ τῶν ἐπαρχιῶν ἐγένετο ἀτάκτως. [849, 471, 1089, 548]
editions-publisher: Ἐκδότης Γ. ΣΤΕΦΑΝΟΥ [467, 646, 588, 658]
table-cell: Ἀντισηψία [350, 1126, 402, 1138]
social-text: Ὁ κ. Σπυρ. Παπαφίλης ἀνεχώρησεν εἰς Πάρισσον, ὅπως πλουτήσῃ καὶ πάλιν τὸ ἔτι ὑψηλότερον ἔργον του μὲ νέα ἀρχιτεκτονικὰ μοτίβα. [343, 790, 588, 842]
table-row [110, 274, 335, 286]
editions-text: Κανεὶς Ἕλλην δὲν πρέπει νὰ μείνῃ χωρὶς νὰ ἀγοράσῃ τὴν «Ἱστορίαν τῆς Κρήτης». [343, 731, 588, 756]
divider [1115, 678, 1314, 679]
barbershop-location: (Ἀπέναντι Κατασημάτων Κωνσταντινίδου) [350, 1039, 581, 1052]
table-cell: Μυτιλήνης 285.— [112, 467, 199, 479]
tramway-text: Ὁ κ. Μπάσδαλης ἀνακαλύψας τὴν καταδολίευσιν ταύτην ἀνεκοίνωσεν εἰς τὸν κ. Ὑπουργὸν, ὅστις διέταξε τὴν ἐνέργειαν κατὰ τῆς Ἑταιρίας ἀγωγῆς διὰ τὴν παράβασιν ταύτην. [110, 841, 335, 906]
ampeline-text: Σύ ὁ περαμένουν ὅτι τὰ ἔκαναν εἰς τὸ πολυούμενον καὶ πολυδάπανον πολιτεῖον μὲ τὰ ἐν ἀπέλαση βαρέως καὶ ἐντελῶς ἐπιτυχεῖς βλάβας. [1097, 442, 1332, 493]
speech-continued: τὰς ὑποδειλιάσασθε κατὰ τῆς διόδου αὐτῆς τοῦ σιδηροδρόμου Λαρίσης διὰ Λαμίας θὰ λέγωνται ἐν τῷ μέλλοντι διὰ τὴν ἐμπορικὴν κίνησιν τῶν ἐπαρχιῶν μας. [1097, 100, 1332, 151]
speech-continued: Ὀσάκις ἀνεφάνη κίνδυνος, ἡ χώρα ἠναγκάσθη νὰ στηριχθῇ εἰς τὰς ἰδίας αὐτῆς δυνάμεις. Τὸ μέλλον δὲν εἶναι ἀσφαλές. Ἡ γραμμὴ ἡ διερχομένη διὰ Λαμίας θὰ ἐξυπηρετῇ καὶ τὴν ἄμυναν καὶ τὴν οἰκονομίαν. [849, 773, 1089, 837]
injuries-text: Σήμερον τὴν 3ην πρωϊνὴν ὥραν ἐν Πειραιεῖ καὶ ἐπὶ τῆς ὁδοῦ Βρυσάκη συμπλοκὴ γενομένη μεταξὺ τῶν ἐν μέθῃ διατελούντων Οἰκονομοπούλου, Βασ. Περγεδασίλη καὶ Βασ. Γκιγτεν ἐτραυματίσθη ὁ δεύτερος. [343, 382, 588, 447]
smyrna-lottery-text: Ὑπὲρ ἀνακαινίσεως τῆς ἐν Σμύρνῃ ἐκκλησίας τῆς Ἁγίας Αἰκατερίνης καὶ τῆς διατηρήσεως τῶν σχολείων αὐτῆς. [1340, 654, 1560, 706]
speech-text: Ἡ κυβέρνησις, κύριοι, ὀφείλει νὰ λάβῃ ὑπ᾽ ὄψιν τὰς ἀνάγκας τῶν πληθυσμῶν. Ἡ Λαμία ἔχει ἀνάγκην συνδέσεως διὰ τὸ ἐμπόριον της, διὰ τὴν γεωργίαν της, διὰ τὴν ἄμυναν τῆς χώρας. Οἱ στρατιωτικοὶ λόγοι εἶναι πρωτεύοντες. [596, 1190, 841, 1255]
speech-text: ΕΥΤΑΞΙΑΣ. Οἱ συμπολῖται μου Λαμιεῖς, κύριοι, δικαίως παραπονοῦνται διὰ τὴν ἀποκλεισμὸν τῆς πόλεως των ἐκ τῆς γραμμῆς τοῦ σιδηροδρόμου Πειραιῶς-Λαρίσης. Τὸ ζήτημα τοῦτο ἀπησχόλησε καὶ πάντας οἱ πολιτικοὶ τῆς ἐπαρχίας. Ἐν τούτοις ἡ κυριότης θέσις ἡ τῆς Λαμίας, πρωτευούσης τῆς Φθιώτιδος, δὲν ἐπιτρέπει νὰ παραγνωρισθῇ. [596, 986, 841, 1090]
table-cell: Ἠλεκτρ.Ἑτ. 62.— [248, 368, 333, 380]
column-4 [849, 96, 1089, 2136]
watchmaker-heading: ΩΡΟΛΟΓΟΠΟΙΕΙΟΝ [1369, 828, 1531, 848]
stock-table [110, 262, 335, 381]
divider [1115, 350, 1314, 352]
barbershop-ad [343, 974, 588, 1165]
table-cell: Ἀγ.ΑΠ. 112.— [112, 345, 180, 357]
table-row [348, 1127, 583, 1139]
speech-continued: τὰ θέρεθς καὶ τρέφεται ἀπὸ ξυρὰς εἰς φαγῆν. Ὅπως ὁ κ. ἀποφύγωμεν, κύριοι, τὰ λάθη τοῦ παρελθόντος, σκεφθῶμεν ἐν πρώτοις μελλοντικῶς ἐν σχέσει πρὸς τὰ παραδείγματα τῶν ἄλλων λαῶν καὶ καθιερώσωμεν καὶ ἡμεῖς ἐν τῷ διαλείμματι τούτῳ τὰ συνήθη ἔργα. [849, 100, 1089, 177]
corfu-text: ΚΕΡΚΥΡΑ, 8 Μαρτίου. — Κατέπλευσαν ἐκ Μελίτης ὀκτὼ Ἀγγλικὰ θωρηκτά, ἀντιτορπιλλικὰ ὀκτώ, καὶ καταδρομικὸν καὶ τορπιλλοβόλον. Ἡ ναυαρχὶς καλεῖται «Bulwark». Ἐπεβιβάσθη ὁ ναύαρχος εἰς Ἀγγλικὸν ἰστορικὸν ἐκ τῆς Κερκύρας. Ἐν ὅλῳ οἱ ἄνδρες τοῦ πληρώματος ἀνέρχονται εἰς ἑπτὰ χιλιάδας ὀκτακοσίους. Θὰ παραμείνῃ ἐπὶ 7 ἡμέρας. [110, 963, 335, 1093]
column-2 [343, 96, 588, 2136]
column-3 [596, 96, 841, 2136]
column-6 [1340, 96, 1560, 2136]
smyrna-lottery-text: Τὴν 19 Μαρτίου θὰ γίνῃ ἡ 199η κλήρωσις τῶν Τουρκικῶν ὁμολογιῶν τῶν Σιδηροδρόμων Τουρκίας. Κέρδη φρ. 600,000, φρ. 300,000, φρ. 30,000, φρ. 20,000, φρ. 6,000. [1340, 752, 1560, 817]
watchmaker-text: Μαθήτριαι μὲ ὥρας συρμένας ὑπὲρ ὀλίγων μὲν τεχνῶν. Πληροφορίαι παρ᾽ ἡμῖν. [1340, 940, 1560, 965]
table-cell: Ὀν. ἔκ. 104.25 [112, 261, 182, 273]
speech-heading: ΑΓΟΡΕΥΣΙΣ [628, 98, 809, 133]
turkish-railways-text: Τὴν 19 Μαρτίου θὰ γίνῃ ἡ 199η κλήρωσις τῶν Τουρκικῶν ὁμολογιῶν τῶν Σιδηροδρόμων Τουρκίας. Κέρδη φρ. 600,000, φρ. 300,000, φρ. 30,000, φρ. 20,000, φρ. 6,000. [1340, 559, 1560, 624]
table-cell: 120 ἐκ. 341.— [112, 273, 181, 285]
speech-continued: Ὡς παρατηρεῖτε, κύριοι, τὸ ζήτημα εἶναι ἐθνικόν, καὶ δὲν ἐπιτρέπεται νὰ θυσιασθῇ εἰς τὰ συμφέροντα μιᾶς ἑταιρίας. [849, 1173, 1089, 1211]
speech-continued: Ὁ στρατὸς ἐδίωξεν ὅλους τοὺς ἐπιβάτας τῶν ἁμαξῶν καὶ τοὺς ἐπιτρέψαντας εἰς αὐτὰς μόνον τὴν μεταφορὰν τῶν τραυματιῶν. Τότε διάφορα μέρη τῆς γραμμῆς ἐγκατελείφθησαν καὶ ἡ Λαμία ἀπεκόπη. Τὰ διδάγματα ταῦτα ὀφείλομεν νὰ ἔχωμεν πρὸ ὀφθαλμῶν. [849, 553, 1089, 631]
article-text: Τὰ διατάγματα ταῦτα δημοσιεύονται σήμερον ἐν τῇ ἐπισήμῳ. [110, 579, 335, 604]
table-cell: Λ.Πρ. 260.— [112, 356, 173, 368]
speech-text: ΕΥΤΑΞΙΑΣ. Οἱ συμπολῖται μου Λαμιεῖς, κύριοι, δικαίως παραπονοῦνται διὰ τὴν ἀποκλεισμὸν τῆς πόλεως των ἐκ τῆς γραμμῆς τοῦ σιδηροδρόμου Πειραιῶς-Λαρίσης. Τὸ ζήτημα τοῦτο ἀπησχόλησε καὶ πάντας οἱ πολιτικοὶ τῆς ἐπαρχίας. Ἐν τούτοις ἡ κυριότης θέσις ἡ τῆς Λαμίας, πρωτευούσης τῆς Φθιώτιδος, δὲν ἐπιτρέπει νὰ παραγνωρισθῇ. [596, 1354, 841, 1458]
smyrna-lottery-text: Τὴν 23 Μαρτίου θὰ ἀρχίσῃ ἡ κλήρωσις. Κέρδος ἀνώτατον δρ. 50,000 καὶ πολλὰ ἄλλα κέρδη. Τιμὴ γραμματίου δρ. 2. [1340, 710, 1560, 748]
topon-heading: ΤΟΠΟΝ [1190, 567, 1239, 583]
speech-continued: Ὁ στρατὸς ἐδίωξεν ὅλους τοὺς ἐπιβάτας τῶν ἁμαξῶν καὶ τοὺς ἐπιτρέψαντας εἰς αὐτὰς μόνον τὴν μεταφορὰν τῶν τραυματιῶν. Τότε διάφορα μέρη τῆς γραμμῆς ἐγκατελείφθησαν καὶ ἡ Λαμία ἀπεκόπη. Τὰ διδάγματα ταῦτα ὀφείλομεν νὰ ἔχωμεν πρὸ ὀφθαλμῶν. [849, 264, 1089, 342]
table-cell: » 12.40 [1342, 325, 1379, 337]
table-row [110, 420, 335, 432]
speaker-name: ΧΑΡΑΛΑΜΠΟΥΣ ΕΥΤΑΞΙΟΥ [631, 135, 806, 184]
table-cell: Μεταλ. Λαυρ. 145.— [233, 273, 333, 285]
divider [361, 157, 570, 158]
speech-text: Ὅτε κατὰ τὸ 1897 ὁ στρατὸς ὑπεχώρησε, ἡ Λαμία ἐχρησίμευσεν ὡς βάσις ἀνεφοδιασμοῦ. Ἐὰν ὁ σιδηρόδρομος διήρχετο ἐκεῖθεν, ἡ μεταφορὰ θὰ ἦτο εὐκολωτέρα καὶ ταχυτέρα. Ἡ διάταξις τοῦ νόμου ὁρίζει ὅτι ἡ γραμμὴ θὰ διέλθῃ διὰ Λαμίας, ἐπομένως ὀφείλει ἡ ἑταιρία νὰ συμμορφωθῇ. [596, 631, 841, 722]
divider [128, 1353, 317, 1354]
turkish-railways-heading: ΣΙΔΗΡΟΔΡΟΜΩΝ ΤΟΥΡΚΙΑΣ [1360, 525, 1540, 541]
table-cell: Μετοχ. Τραπεζῶν [112, 408, 198, 420]
table-cell: Εἰκοσάφραγκ. 32.60 [234, 396, 333, 408]
lottery-text: Τιμὴ ἑκάστου γραμματίου δι᾽ ἑκάστην μηνιαίαν κλήρωσιν. Ὁλόκληρα. Ἡμίση. Τέταρτα. [1340, 284, 1560, 322]
aigio-text: (Ἰδιαιτ. τηλεγρ. τοῦ «Ἐμπρός») ΑΙΓΙΟΝ, 8 Μαρτίου. — Σήμερον μεγάλη διαδήλωσις ἀθρόως ἐγένετο ὑπὲρ τοῦ κυβερνητικοῦ ὑποψηφίου κ. Δημαρ. [110, 1381, 335, 1433]
speech-text: Ἡ γραμμὴ ἡ συμβατικὴ κατὰ τὸν νόμον τοῦ 1899 καθορίζεται ὡς διερχομένη διὰ τῆς Λαμίας. Ἡ Λαμία εἶναι πόλις πρώτης τάξεως ἐν τῇ ἐπαρχίᾳ, κέντρον ἐμπορικῆς κινήσεως ὁλοκλήρου τῆς κοιλάδος τοῦ Σπερχειοῦ, καὶ ἡ παράλειψίς της ἀποτελεῖ ζημίαν ἀνεπανόρθωτον. [596, 467, 841, 558]
